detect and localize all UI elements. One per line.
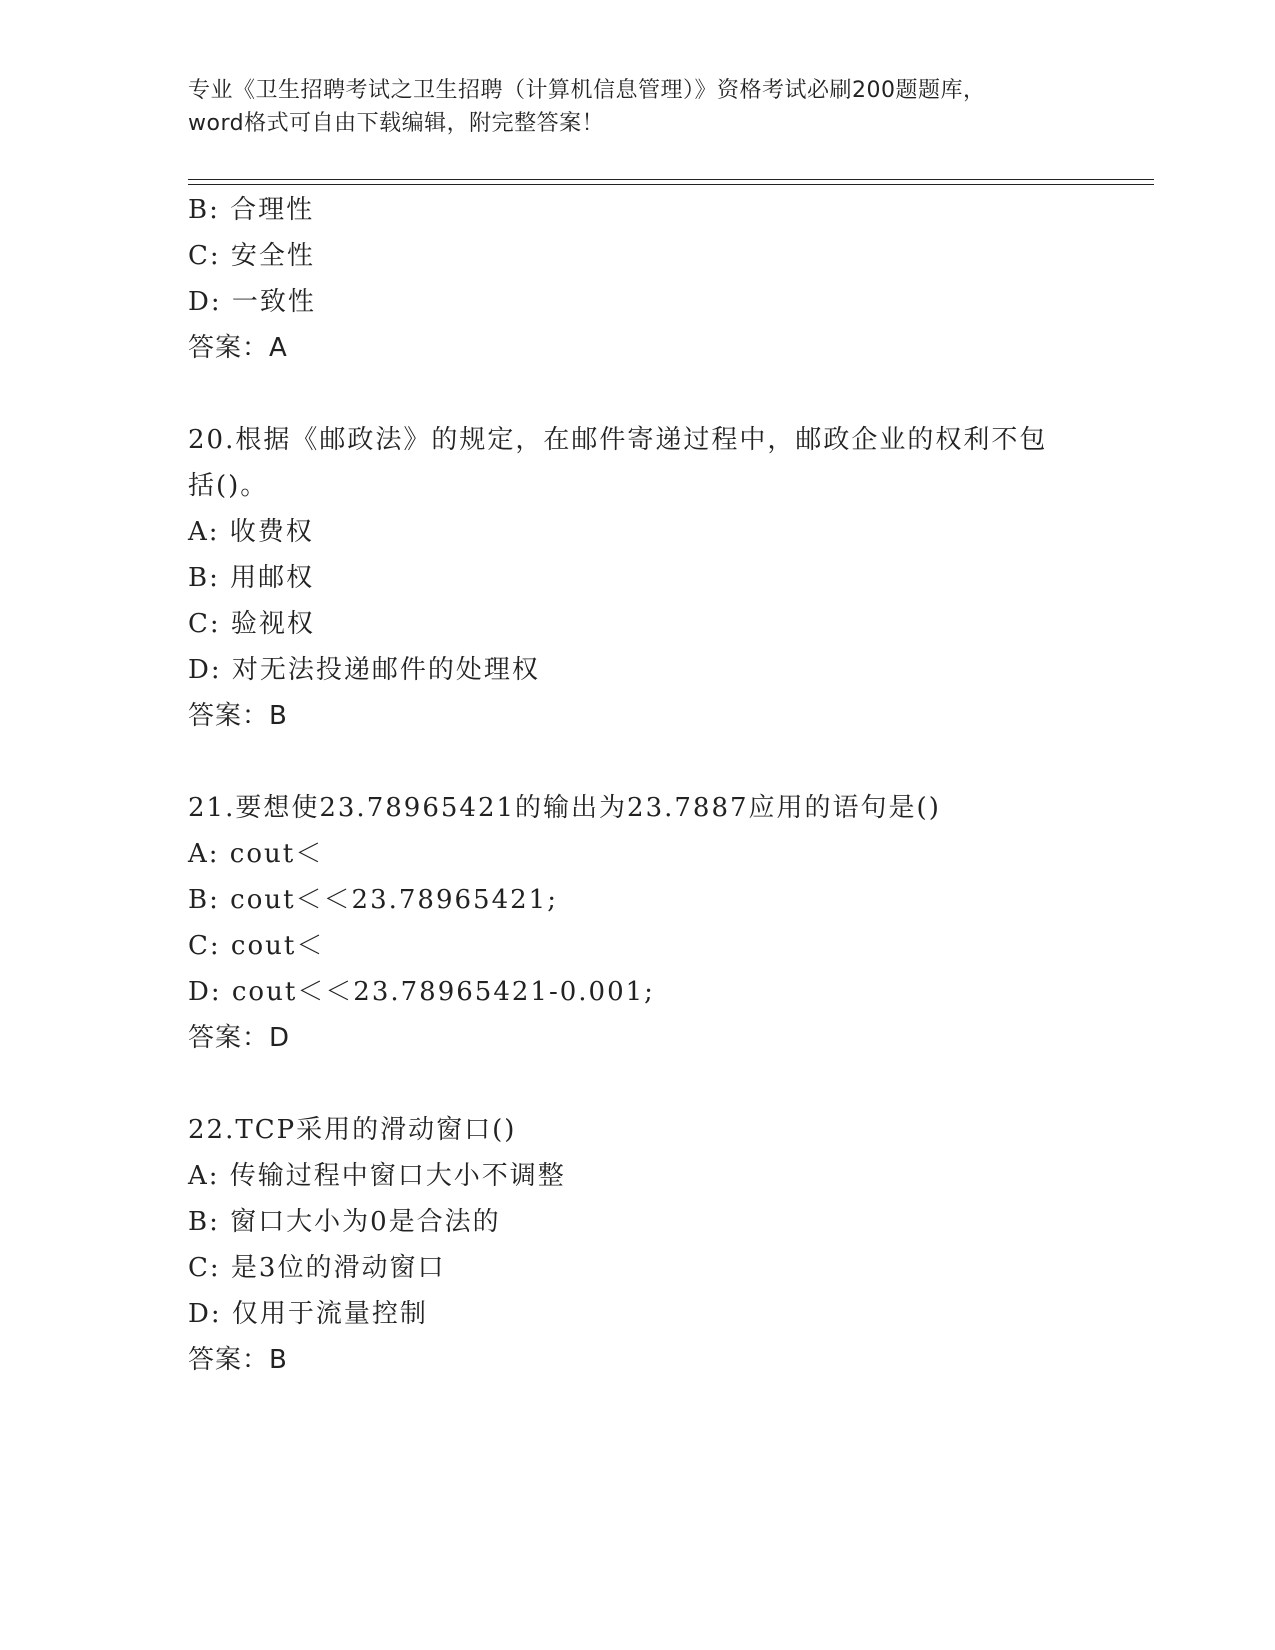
question-content (188, 187, 1088, 1383)
question-stem: 22.TCP采用的滑动窗口() (188, 1115, 517, 1145)
option-a: A: 传输过程中窗口大小不调整 (188, 1161, 566, 1191)
option-d: D: cout＜＜23.78965421-0.001; (188, 977, 655, 1007)
option-b: B: 合理性 (188, 195, 315, 225)
option-b: B: 用邮权 (188, 563, 315, 593)
header-line-2: word格式可自由下载编辑，附完整答案！ (188, 111, 605, 136)
question-20 (188, 417, 1088, 739)
answer-line: 答案：A (188, 333, 288, 363)
option-c: C: 安全性 (188, 241, 315, 271)
option-c: C: 是3位的滑动窗口 (188, 1253, 446, 1283)
answer-line: 答案：D (188, 1023, 291, 1053)
option-c: C: cout＜ (188, 931, 325, 961)
option-b: B: 窗口大小为0是合法的 (188, 1207, 501, 1237)
header-divider-bottom (188, 184, 1154, 185)
option-a: A: cout＜ (188, 839, 324, 869)
header-line-1: 专业《卫生招聘考试之卫生招聘（计算机信息管理）》资格考试必刷200题题库， (188, 78, 986, 103)
spacer (188, 1061, 1088, 1107)
option-d: D: 一致性 (188, 287, 316, 317)
question-stem: 20.根据《邮政法》的规定，在邮件寄递过程中，邮政企业的权利不包 (188, 425, 1048, 455)
spacer (188, 739, 1088, 785)
spacer (188, 371, 1088, 417)
question-19-continued (188, 187, 1088, 371)
option-c: C: 验视权 (188, 609, 315, 639)
option-a: A: 收费权 (188, 517, 314, 547)
question-22 (188, 1107, 1088, 1383)
question-stem-continued: 括()。 (188, 471, 269, 501)
header-divider-top (188, 179, 1154, 180)
option-b: B: cout＜＜23.78965421; (188, 885, 558, 915)
document-header (188, 74, 1088, 140)
answer-line: 答案：B (188, 1345, 288, 1375)
option-d: D: 仅用于流量控制 (188, 1299, 428, 1329)
question-21 (188, 785, 1088, 1061)
answer-line: 答案：B (188, 701, 288, 731)
question-stem: 21.要想使23.78965421的输出为23.7887应用的语句是() (188, 793, 941, 823)
option-d: D: 对无法投递邮件的处理权 (188, 655, 540, 685)
